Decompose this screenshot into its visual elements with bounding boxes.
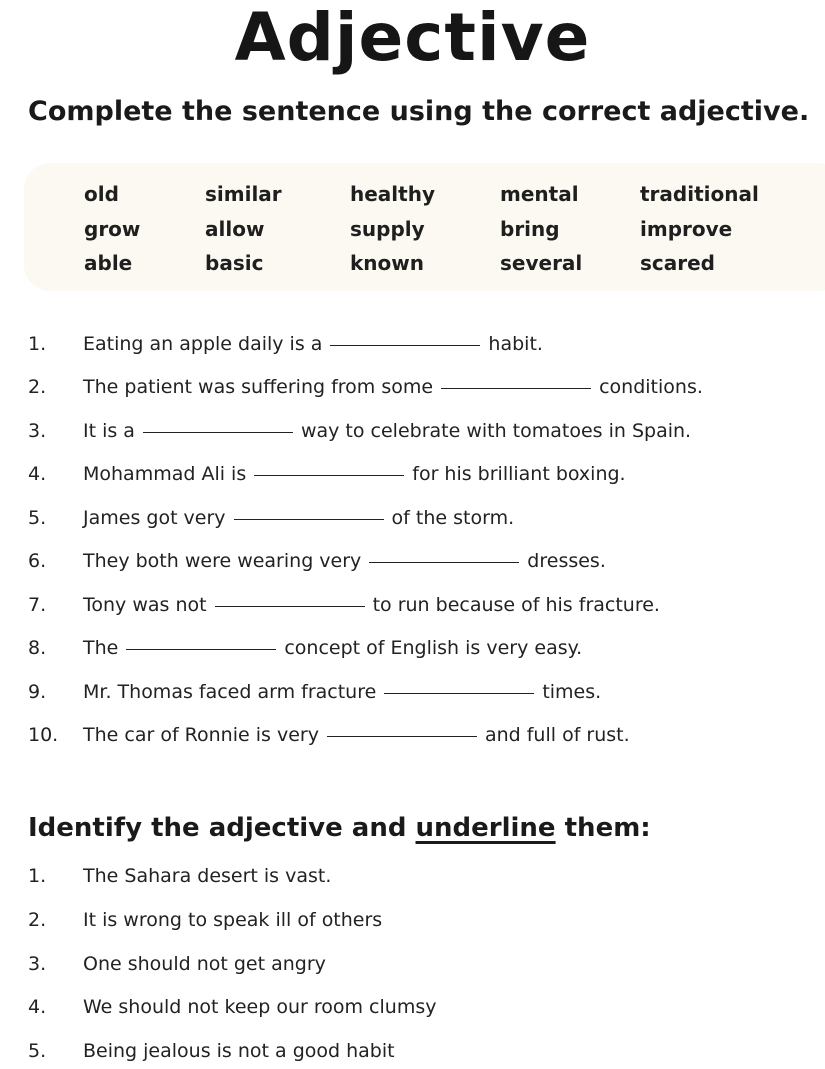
question-number: 4. — [28, 463, 47, 485]
section-heading-start: Identify the adjective and — [28, 813, 416, 843]
question-text-before: Mr. Thomas faced arm fracture — [83, 681, 377, 703]
question-text-before: They both were wearing very — [83, 550, 362, 572]
identify-sentence[interactable]: Being jealous is not a good habit — [83, 1040, 395, 1062]
question-number: 10. — [28, 724, 59, 746]
question-text-before: The patient was suffering from some — [83, 376, 434, 398]
answer-blank[interactable] — [327, 735, 477, 737]
word-bank-item: old — [84, 182, 119, 206]
identify-number: 5. — [28, 1040, 47, 1062]
question-number: 6. — [28, 550, 47, 572]
question-row — [28, 636, 582, 660]
question-row — [28, 419, 691, 443]
question-number: 1. — [28, 333, 47, 355]
answer-blank[interactable] — [369, 561, 519, 563]
identify-sentence[interactable]: We should not keep our room clumsy — [83, 996, 437, 1018]
word-bank-item: grow — [84, 217, 141, 241]
question-row — [28, 593, 660, 617]
question-text-before: The car of Ronnie is very — [83, 724, 319, 746]
question-row — [28, 375, 703, 399]
question-row — [28, 332, 543, 356]
question-text-before: The — [83, 637, 119, 659]
answer-blank[interactable] — [143, 431, 293, 433]
word-bank-item: basic — [205, 251, 264, 275]
identify-row — [28, 864, 331, 888]
question-text-after: of the storm. — [391, 507, 515, 529]
word-bank — [24, 163, 825, 291]
identify-row — [28, 908, 382, 932]
identify-number: 1. — [28, 865, 47, 887]
question-text-after: concept of English is very easy. — [284, 637, 583, 659]
question-row — [28, 549, 606, 573]
question-text-after: times. — [542, 681, 602, 703]
section-heading-underlined: underline — [415, 813, 556, 843]
word-bank-item: able — [84, 251, 133, 275]
question-row — [28, 723, 630, 747]
word-bank-item: scared — [640, 251, 715, 275]
identify-sentence[interactable]: It is wrong to speak ill of others — [83, 909, 383, 931]
question-row — [28, 506, 514, 530]
identify-row — [28, 1039, 395, 1063]
question-row — [28, 462, 626, 486]
question-text-before: Mohammad Ali is — [83, 463, 247, 485]
question-text-before: Eating an apple daily is a — [83, 333, 323, 355]
question-number: 3. — [28, 420, 47, 442]
question-text-before: It is a — [83, 420, 135, 442]
answer-blank[interactable] — [330, 344, 480, 346]
question-text-after: to run because of his fracture. — [372, 594, 660, 616]
instruction-text: Complete the sentence using the correct adjective. — [28, 96, 810, 127]
identify-number: 2. — [28, 909, 47, 931]
answer-blank[interactable] — [126, 648, 276, 650]
identify-number: 4. — [28, 996, 47, 1018]
question-row — [28, 680, 601, 704]
word-bank-item: allow — [205, 217, 265, 241]
question-text-after: for his brilliant boxing. — [412, 463, 626, 485]
word-bank-item: improve — [640, 217, 733, 241]
question-text-after: way to celebrate with tomatoes in Spain. — [300, 420, 692, 442]
section-heading-end: them: — [555, 813, 651, 843]
word-bank-item: similar — [205, 182, 282, 206]
question-text-after: habit. — [488, 333, 543, 355]
word-bank-item: several — [500, 251, 583, 275]
answer-blank[interactable] — [215, 605, 365, 607]
page-title: Adjective — [234, 0, 591, 76]
question-text-before: James got very — [83, 507, 226, 529]
identify-row — [28, 995, 436, 1019]
word-bank-item: supply — [350, 217, 425, 241]
word-bank-item: bring — [500, 217, 560, 241]
word-bank-item: traditional — [640, 182, 759, 206]
question-text-after: conditions. — [599, 376, 703, 398]
identify-sentence[interactable]: One should not get angry — [83, 953, 326, 975]
answer-blank[interactable] — [384, 692, 534, 694]
answer-blank[interactable] — [441, 387, 591, 389]
section-heading — [28, 813, 651, 843]
question-number: 2. — [28, 376, 47, 398]
word-bank-item: healthy — [350, 182, 435, 206]
answer-blank[interactable] — [254, 474, 404, 476]
question-text-before: Tony was not — [83, 594, 207, 616]
question-text-after: dresses. — [527, 550, 606, 572]
question-text-after: and full of rust. — [484, 724, 630, 746]
identify-row — [28, 952, 326, 976]
word-bank-item: mental — [500, 182, 579, 206]
question-number: 8. — [28, 637, 47, 659]
word-bank-item: known — [350, 251, 424, 275]
question-number: 9. — [28, 681, 47, 703]
question-number: 5. — [28, 507, 47, 529]
question-number: 7. — [28, 594, 47, 616]
answer-blank[interactable] — [234, 518, 384, 520]
identify-sentence[interactable]: The Sahara desert is vast. — [83, 865, 332, 887]
identify-number: 3. — [28, 953, 47, 975]
